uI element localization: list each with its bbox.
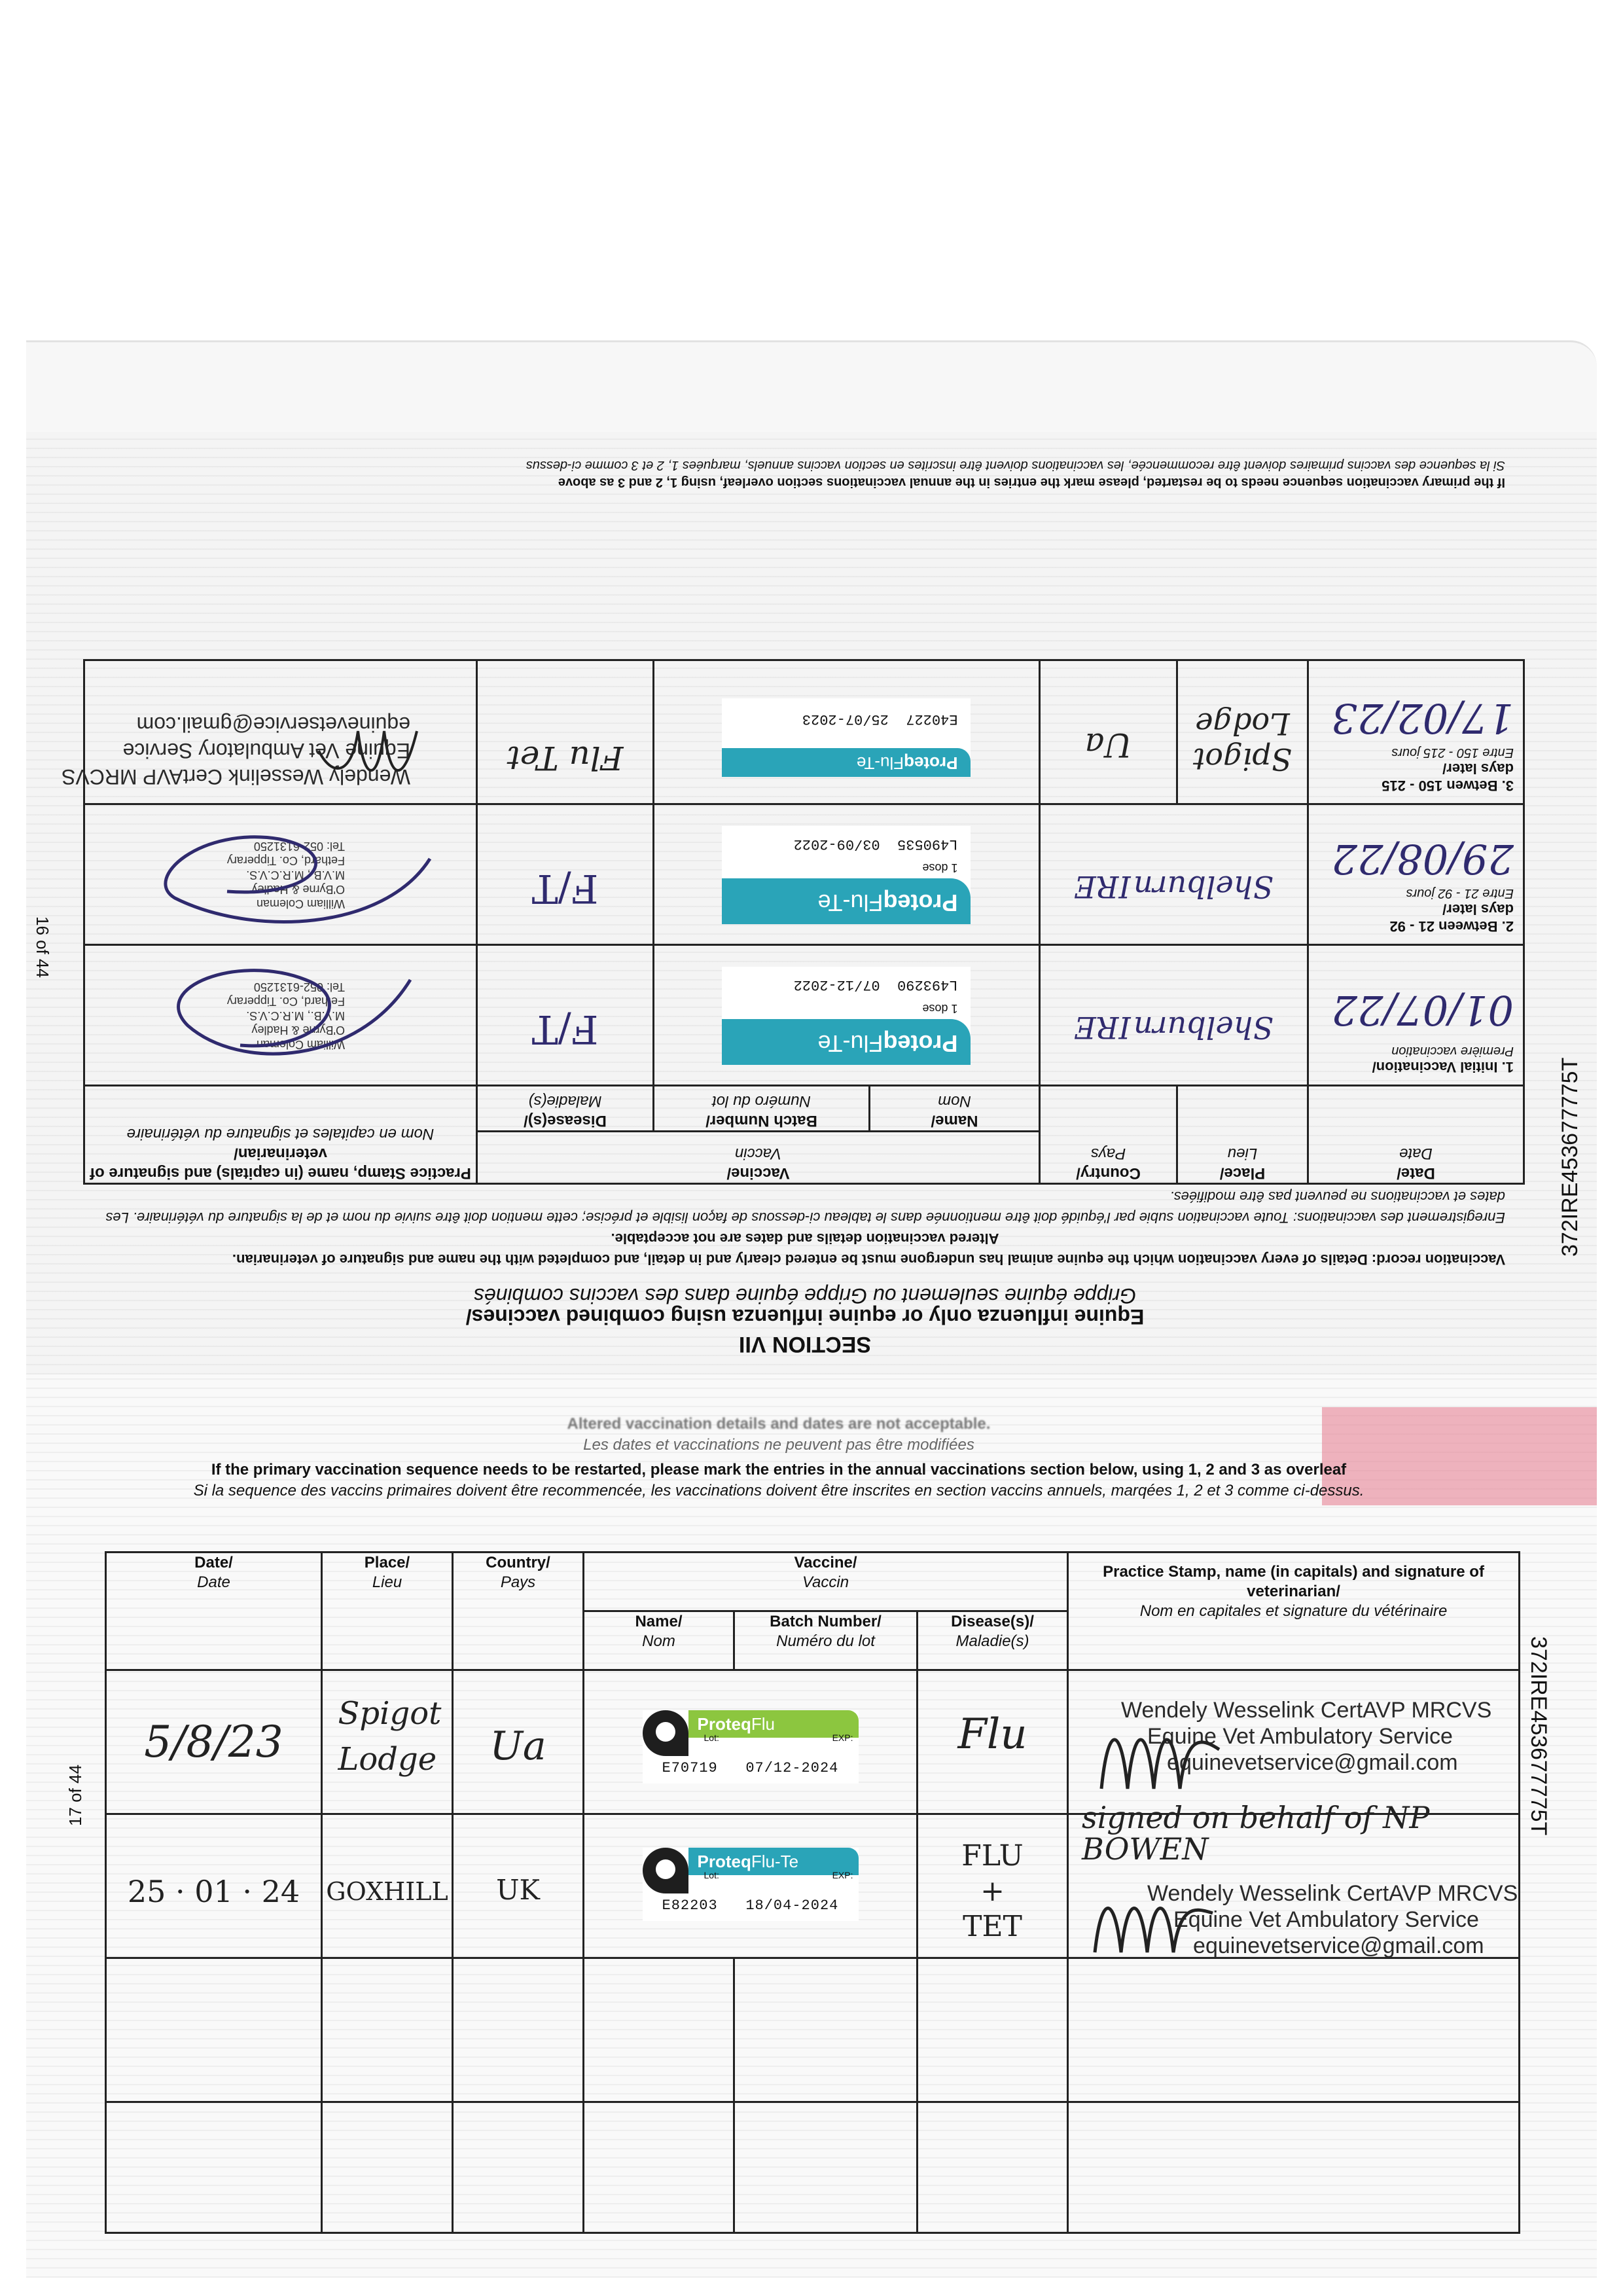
country-value: Ua	[490, 1723, 546, 1769]
col-disease: Disease(s)/ Maladie(s)	[918, 1611, 1068, 1670]
sticker-codes: E40227 25/07-2023	[802, 711, 958, 727]
sticker-codes: E82203 18/04-2024	[662, 1897, 839, 1914]
vaccine-sticker	[643, 1710, 859, 1784]
notice-restart: If the primary vaccination sequence needs to be restarted, please mark the entries in the annual vaccinations section below, using 1, 2 and 3 as overleaf	[211, 1461, 1347, 1479]
sticker-brand: ProteqFlu-Te	[817, 1030, 958, 1057]
page-16-rotated-content	[26, 432, 1597, 1374]
signed-on-behalf-note: signed on behalf of NP BOWEN	[1082, 1800, 1430, 1867]
col-place: Place/ Lieu	[1177, 1086, 1308, 1184]
row-label-fr: Entre 21 - 92 jours	[1406, 886, 1514, 901]
col-country: Country/ Pays	[453, 1552, 584, 1670]
col-stamp: Practice Stamp, name (in capitals) and signature of veterinarian/ Nom en capitales et signature du vétérinaire	[84, 1086, 476, 1184]
sticker-tab	[643, 1848, 688, 1893]
sticker-tab	[643, 1710, 688, 1756]
annual-row-3-empty	[106, 1958, 1520, 2102]
vet-stamp: William Coleman O'Byrne & Hadley M.V.B., M.R.C.V.S. Fethard, Co. Tipperary Tel: 052-6131250	[226, 980, 345, 1051]
annual-row-2	[106, 1814, 1520, 1958]
date-value: 29/08/22	[1331, 835, 1514, 883]
vet-stamp: William Coleman O'Byrne & Hadley M.V.B., M.R.C.V.S. Fethard, Co. Tipperary Tel: 052-6131250	[226, 840, 345, 910]
date-value: 17/02/23	[1331, 694, 1514, 742]
col-name: Name/ Nom	[584, 1611, 734, 1670]
section-title: SECTION VII	[738, 1332, 872, 1357]
vet-stamp: Wendely Wesselink CertAVP MRCVS Equine Vet Ambulatory Service equinevetservice@gmail.com	[1121, 1698, 1492, 1775]
col-disease: Disease(s)/ Maladie(s)	[476, 1086, 653, 1132]
row-days: days later/	[1442, 761, 1514, 777]
vet-signature	[1088, 1880, 1219, 1972]
notice-restart-fr: Si la sequence des vaccins primaires doivent être recommencée, les vaccinations doivent être inscrites en section vaccins annuels, marqées 1, 2 et 3 comme ci-dessus.	[193, 1482, 1364, 1499]
col-stamp: Practice Stamp, name (in capitals) and signature of veterinarian/ Nom en capitales et signature du vétérinaire	[1068, 1552, 1520, 1670]
sticker-brand: ProteqFlu	[697, 1714, 775, 1734]
row-label: 3. Betwen 150 - 215	[1382, 778, 1514, 794]
disease-value: Flu	[957, 1710, 1027, 1759]
date-value: 25 · 01 · 24	[127, 1874, 300, 1909]
sticker-dose: 1 dose	[922, 1002, 958, 1015]
record-line1: Vaccination record: Details of every vaccination which the equine animal has undergone must be entered clearly and in detail, and completed with the name and signature of veterinarian.	[232, 1251, 1505, 1268]
row-label: 1. Initial Vaccination/	[1372, 1059, 1514, 1075]
record-line2: Altered vaccination details and dates are not acceptable.	[611, 1230, 999, 1247]
vaccine-sticker	[722, 826, 971, 924]
vaccine-sticker	[722, 967, 971, 1065]
sticker-codes: L493290 07/12-2022	[793, 977, 958, 993]
col-batch: Batch Number/ Numéro du lot	[654, 1086, 870, 1132]
page-17	[26, 1374, 1597, 2278]
annual-row-4-empty	[106, 2102, 1520, 2233]
notice-altered: Altered vaccination details and dates are not acceptable.	[567, 1415, 991, 1433]
disease-value: FLU + TET	[961, 1839, 1024, 1943]
primary-row-2	[84, 804, 1524, 945]
document-id-left: 372IRE453677775T	[1558, 1057, 1582, 1257]
col-vaccine: Vaccine/ Vaccin	[584, 1552, 1068, 1611]
disease-value: Flu Tet	[507, 739, 624, 777]
page-number-16: 16 of 44	[33, 916, 52, 978]
country-value: IRE	[1074, 869, 1131, 905]
sticker-brand: ProteqFlu-Te	[697, 1852, 799, 1871]
vaccine-sticker	[643, 1848, 859, 1921]
place-value: Shelburn	[1133, 869, 1274, 905]
country-value: Ua	[1084, 726, 1132, 764]
sticker-band: ProteqFlu Lot: EXP:	[688, 1710, 859, 1738]
vet-signature	[293, 711, 423, 790]
row-label: 2. Between 21 - 92	[1389, 918, 1514, 935]
country-value: IRE	[1074, 1010, 1131, 1045]
vaccine-sticker	[722, 698, 971, 777]
vet-signature	[135, 806, 450, 937]
notice-altered-fr: Les dates et vaccinations ne peuvent pas être modifiées	[583, 1436, 974, 1454]
col-date: Date/ Date	[106, 1552, 322, 1670]
vet-stamp: Wendely Wesselink CertAVP MRCVS Equine Vet Ambulatory Service equinevetservice@gmail.com	[62, 713, 410, 789]
disease-value: F/T	[531, 865, 599, 911]
col-country: Country/ Pays	[1040, 1086, 1177, 1184]
row-days: days later/	[1442, 901, 1514, 918]
primary-row-3	[84, 660, 1524, 804]
date-value: 01/07/22	[1331, 986, 1514, 1034]
col-batch: Batch Number/ Numéro du lot	[734, 1611, 918, 1670]
vet-stamp: Wendely Wesselink CertAVP MRCVS Equine Vet Ambulatory Service equinevetservice@gmail.com	[1147, 1881, 1518, 1958]
place-value: Shelburn	[1133, 1010, 1274, 1045]
annual-row-1	[106, 1670, 1520, 1814]
annual-vaccination-table	[105, 1551, 1520, 2234]
section-subtitle: Equine influenza only or equine influenza using combined vaccines/	[465, 1305, 1145, 1329]
sticker-band: ProteqFlu-Te Lot: EXP:	[688, 1848, 859, 1875]
restart-notice: If the primary vaccination sequence needs to be restarted, please mark the entries in the annual vaccinations section overleaf, using 1, 2 and 3 as above Si la sequence des vaccins primaires doivent être recommencée, les vaccinations doivent être inscrites en section vaccins annuels, marquées 1, 2 et 3 comme ci-dessus	[526, 458, 1505, 490]
col-date: Date/ Date	[1308, 1086, 1524, 1184]
record-line3-fr: Enregistrement des vaccinations: Toute vaccination subie par l'équidé doit être mentionnée dans le tableau ci-dessous de façon lisible et précise; cette mention doit être suivie du nom et de la signature du vétérinaire. Les dates et vaccinations ne peuvent pas être modifiées.	[105, 1189, 1505, 1226]
place-value: Spigot Lodge	[1192, 706, 1293, 777]
sticker-dose: 1 dose	[922, 861, 958, 874]
plastic-sleeve	[26, 340, 1597, 434]
section-subtitle-fr: Grippe équine seulement ou Grippe équine dans des vaccins combinés	[473, 1284, 1137, 1308]
page-number-17: 17 of 44	[65, 1765, 85, 1826]
document-id-right: 372IRE453677775T	[1526, 1636, 1551, 1836]
date-value: 5/8/23	[144, 1717, 283, 1767]
place-value: GOXHILL	[326, 1877, 448, 1906]
primary-row-1	[84, 945, 1524, 1086]
sticker-brand: ProteqFlu-Te	[856, 753, 958, 773]
sticker-codes: E70719 07/12-2024	[662, 1760, 839, 1776]
vet-signature	[135, 947, 437, 1078]
place-value: Spigot Lodge	[338, 1695, 442, 1778]
country-value: UK	[496, 1874, 540, 1906]
col-place: Place/ Lieu	[322, 1552, 453, 1670]
vet-signature	[1095, 1710, 1226, 1802]
primary-vaccination-table	[62, 659, 1525, 1185]
col-vaccine: Vaccine/ Vaccin	[476, 1132, 1039, 1184]
col-name: Name/ Nom	[870, 1086, 1040, 1132]
sticker-codes: L490535 03/09-2022	[793, 836, 958, 852]
disease-value: F/T	[531, 1006, 599, 1052]
row-label-fr: Entre 150 - 215 jours	[1391, 745, 1514, 760]
sticker-brand: ProteqFlu-Te	[817, 889, 958, 916]
section-header	[105, 1186, 1505, 1355]
right-notice	[157, 1414, 1400, 1501]
row-label-fr: Première vaccination	[1391, 1044, 1514, 1058]
page-16	[26, 432, 1597, 1374]
